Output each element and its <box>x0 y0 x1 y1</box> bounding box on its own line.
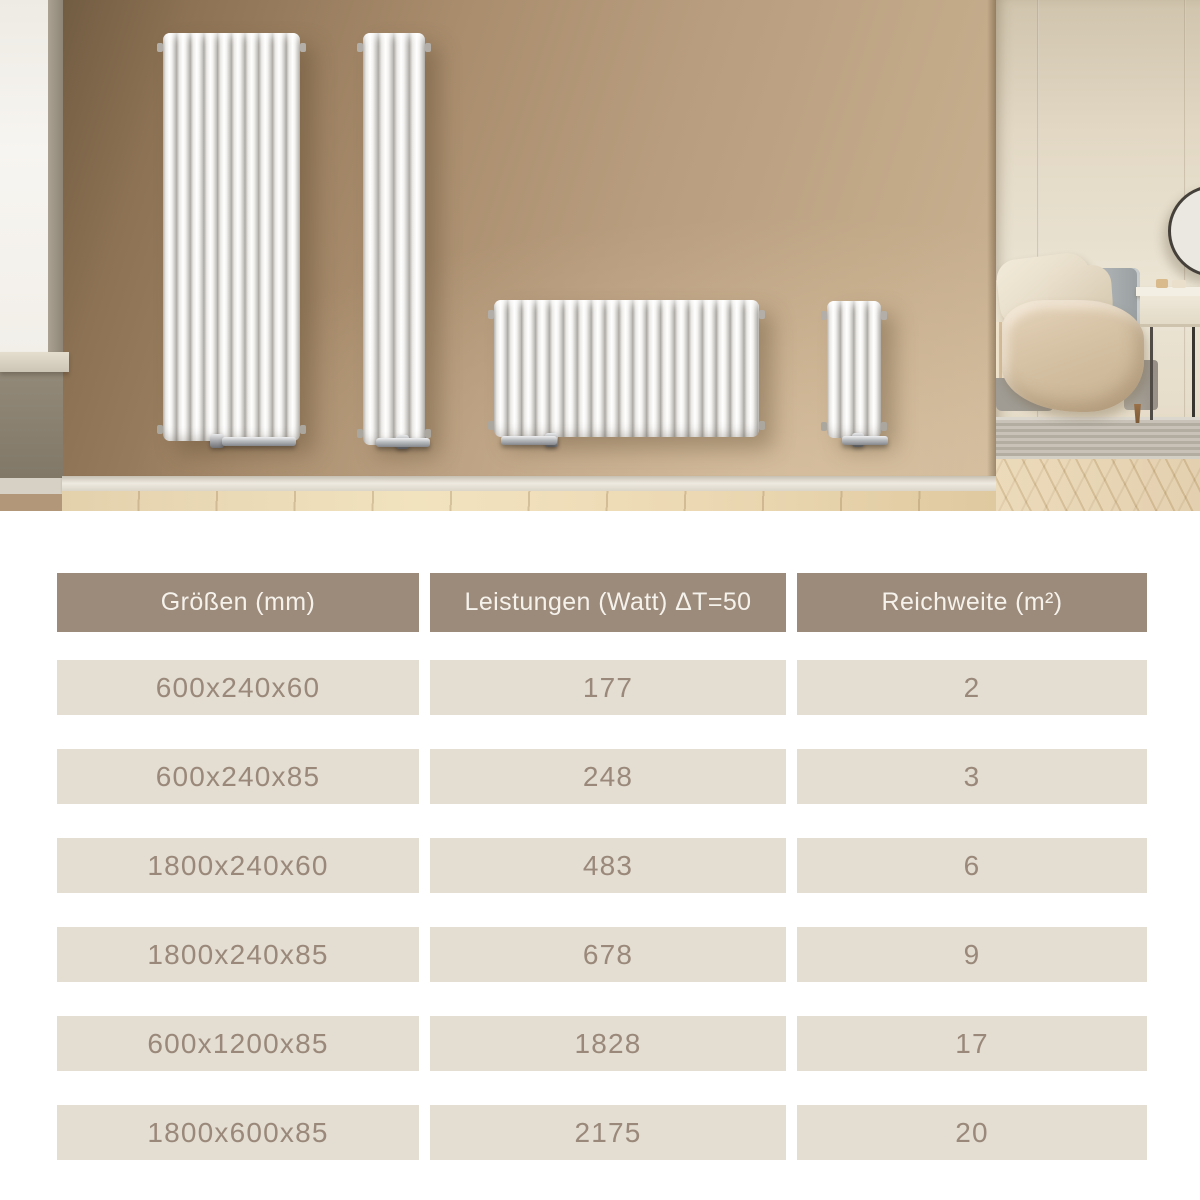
radiator-compact-four-column-image <box>827 301 881 438</box>
column-header-wattage: Leistungen (Watt) ΔT=50 <box>430 573 786 632</box>
size-cell: 1800x600x85 <box>57 1105 419 1160</box>
radiator-horizontal-nineteen-column-image <box>494 300 759 437</box>
watt-cell: 248 <box>430 749 786 804</box>
decor-jar <box>1156 279 1168 288</box>
coverage-cell: 2 <box>797 660 1147 715</box>
decor-jar <box>1172 280 1186 288</box>
table-row <box>57 1105 1147 1160</box>
radiator-valve <box>376 438 430 447</box>
watt-cell: 2175 <box>430 1105 786 1160</box>
throw-blanket <box>1002 300 1144 412</box>
table-header-row <box>57 573 1147 632</box>
bedroom-alcove <box>996 0 1200 511</box>
radiator-tall-four-column-image <box>363 33 425 445</box>
radiator-tall-ten-column-image <box>163 33 300 441</box>
radiator-valve <box>842 436 888 445</box>
round-mirror <box>1168 185 1200 277</box>
column-header-coverage: Reichweite (m²) <box>797 573 1147 632</box>
coverage-cell: 9 <box>797 927 1147 982</box>
radiator-valve <box>222 437 296 446</box>
table-row <box>57 927 1147 982</box>
table-row <box>57 1016 1147 1071</box>
table-row <box>57 749 1147 804</box>
bedroom-rug <box>996 417 1200 459</box>
column-header-sizes: Größen (mm) <box>57 573 419 632</box>
watt-cell: 1828 <box>430 1016 786 1071</box>
size-cell: 600x240x60 <box>57 660 419 715</box>
wall-corner-shadow <box>987 0 996 478</box>
coverage-cell: 6 <box>797 838 1147 893</box>
wall-under-window <box>0 372 63 478</box>
console-table-drawer <box>1140 296 1200 327</box>
spec-table <box>57 573 1147 1194</box>
wood-floor <box>62 491 996 511</box>
product-room-photo <box>0 0 1200 511</box>
console-table-top <box>1136 287 1200 296</box>
console-table-leg <box>1192 327 1195 417</box>
bedroom-wood-floor <box>996 452 1200 511</box>
size-cell: 1800x240x85 <box>57 927 419 982</box>
console-table-leg <box>1150 327 1153 420</box>
size-cell: 600x240x85 <box>57 749 419 804</box>
coverage-cell: 17 <box>797 1016 1147 1071</box>
window-frame <box>48 0 63 357</box>
watt-cell: 177 <box>430 660 786 715</box>
watt-cell: 483 <box>430 838 786 893</box>
skirting-board-left <box>0 478 63 494</box>
window-light <box>0 0 52 357</box>
skirting-board <box>62 476 996 492</box>
table-row <box>57 660 1147 715</box>
table-row <box>57 838 1147 893</box>
coverage-cell: 3 <box>797 749 1147 804</box>
size-cell: 1800x240x60 <box>57 838 419 893</box>
window-sill <box>0 352 69 372</box>
watt-cell: 678 <box>430 927 786 982</box>
size-cell: 600x1200x85 <box>57 1016 419 1071</box>
coverage-cell: 20 <box>797 1105 1147 1160</box>
radiator-valve <box>501 436 557 445</box>
